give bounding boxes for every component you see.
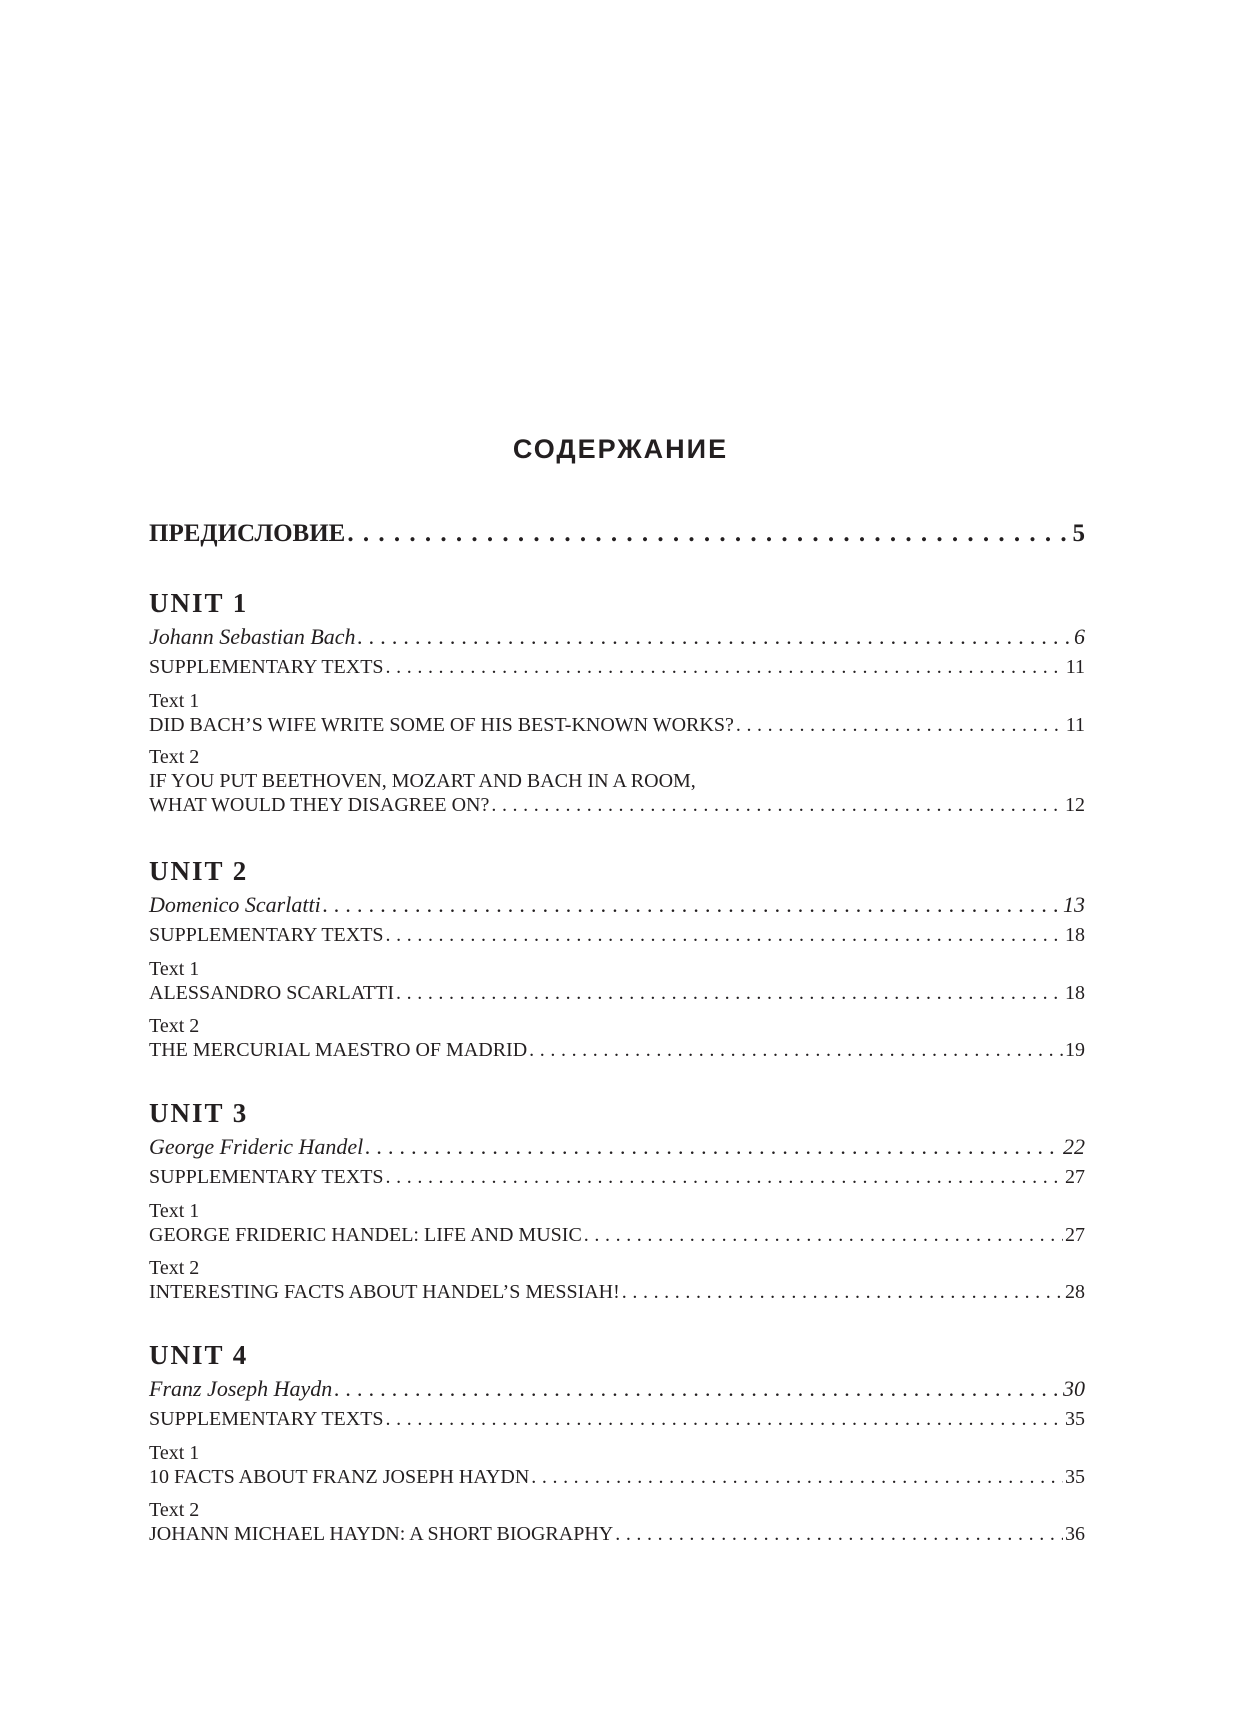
dot-leader — [396, 982, 1063, 1005]
dot-leader — [365, 1134, 1061, 1160]
toc-entry-label: ALESSANDRO SCARLATTI — [149, 982, 395, 1004]
toc-page-number: 36 — [1065, 1523, 1085, 1545]
text-label: Text 2 — [149, 1015, 200, 1037]
toc-page-number: 11 — [1065, 656, 1085, 678]
text-label: Text 2 — [149, 746, 200, 768]
toc-entry-label: WHAT WOULD THEY DISAGREE ON? — [149, 794, 490, 816]
toc-entry-unit-1-text-1[interactable] — [149, 714, 1085, 737]
dot-leader — [386, 1166, 1063, 1189]
toc-entry-unit-3-supplementary[interactable] — [149, 1166, 1085, 1189]
toc-entry-unit-1-supplementary[interactable] — [149, 656, 1085, 679]
toc-page-number: 6 — [1074, 624, 1085, 649]
toc-page-number: 11 — [1065, 714, 1085, 736]
text-label: Text 1 — [149, 958, 200, 980]
toc-page-number: 27 — [1065, 1166, 1085, 1188]
toc-page-number: 35 — [1065, 1408, 1085, 1430]
dot-leader — [334, 1376, 1061, 1402]
text-label: Text 2 — [149, 1499, 200, 1521]
toc-page-number: 27 — [1065, 1224, 1085, 1246]
dot-leader — [386, 924, 1063, 947]
toc-entry-preface[interactable] — [149, 520, 1085, 548]
toc-entry-label: GEORGE FRIDERIC HANDEL: LIFE AND MUSIC — [149, 1224, 582, 1246]
text-label: Text 2 — [149, 1257, 200, 1279]
toc-page-number: 30 — [1063, 1376, 1085, 1401]
toc-entry-unit-2-main[interactable] — [149, 892, 1085, 918]
dot-leader — [323, 892, 1061, 918]
toc-page-number: 28 — [1065, 1281, 1085, 1303]
toc-entry-label: JOHANN MICHAEL HAYDN: A SHORT BIOGRAPHY — [149, 1523, 614, 1545]
dot-leader — [491, 794, 1063, 817]
unit-1-heading: UNIT 1 — [149, 588, 249, 618]
dot-leader — [529, 1039, 1063, 1062]
toc-page-number: 13 — [1063, 892, 1085, 917]
toc-entry-unit-4-text-2[interactable] — [149, 1523, 1085, 1546]
unit-4-heading: UNIT 4 — [149, 1340, 249, 1370]
toc-entry-unit-4-main[interactable] — [149, 1376, 1085, 1402]
toc-entry-label: Domenico Scarlatti — [149, 892, 321, 917]
toc-entry-label: SUPPLEMENTARY TEXTS — [149, 1408, 384, 1430]
toc-page-number: 22 — [1063, 1134, 1085, 1159]
unit-2-heading: UNIT 2 — [149, 856, 249, 886]
text-label: Text 1 — [149, 690, 200, 712]
unit-3-heading: UNIT 3 — [149, 1098, 249, 1128]
dot-leader — [347, 520, 1070, 548]
dot-leader — [736, 714, 1064, 737]
toc-entry-unit-3-text-2[interactable] — [149, 1281, 1085, 1304]
toc-entry-unit-1-text-2[interactable] — [149, 794, 1085, 817]
toc-entry-label: 10 FACTS ABOUT FRANZ JOSEPH HAYDN — [149, 1466, 530, 1488]
toc-page-number: 5 — [1072, 520, 1085, 547]
dot-leader — [358, 624, 1072, 650]
dot-leader — [386, 656, 1064, 679]
toc-entry-label: INTERESTING FACTS ABOUT HANDEL’S MESSIAH! — [149, 1281, 620, 1303]
toc-page-number: 18 — [1065, 982, 1085, 1004]
toc-entry-label: ПРЕДИСЛОВИЕ — [149, 520, 346, 547]
toc-entry-unit-2-supplementary[interactable] — [149, 924, 1085, 947]
dot-leader — [584, 1224, 1063, 1247]
toc-entry-unit-4-text-1[interactable] — [149, 1466, 1085, 1489]
text-label: Text 1 — [149, 1200, 200, 1222]
toc-entry-unit-3-main[interactable] — [149, 1134, 1085, 1160]
dot-leader — [531, 1466, 1063, 1489]
toc-entry-label: Franz Joseph Haydn — [149, 1376, 333, 1401]
toc-entry-unit-1-main[interactable] — [149, 624, 1085, 650]
page-title: СОДЕРЖАНИЕ — [512, 434, 729, 464]
toc-entry-label: SUPPLEMENTARY TEXTS — [149, 924, 384, 946]
toc-entry-unit-3-text-1[interactable] — [149, 1224, 1085, 1247]
dot-leader — [386, 1408, 1063, 1431]
toc-entry-label: DID BACH’S WIFE WRITE SOME OF HIS BEST-KNOWN WORKS? — [149, 714, 734, 736]
toc-entry-label: SUPPLEMENTARY TEXTS — [149, 656, 384, 678]
toc-entry-label: Johann Sebastian Bach — [149, 624, 356, 649]
toc-page-number: 19 — [1065, 1039, 1085, 1061]
toc-entry-label: George Frideric Handel — [149, 1134, 364, 1159]
toc-entry-unit-2-text-2[interactable] — [149, 1039, 1085, 1062]
toc-page-number: 18 — [1065, 924, 1085, 946]
toc-page-number: 12 — [1065, 794, 1085, 816]
toc-page-number: 35 — [1065, 1466, 1085, 1488]
dot-leader — [615, 1523, 1063, 1546]
toc-entry-title-line: IF YOU PUT BEETHOVEN, MOZART AND BACH IN A ROOM, — [149, 770, 696, 792]
toc-entry-label: SUPPLEMENTARY TEXTS — [149, 1166, 384, 1188]
toc-entry-unit-2-text-1[interactable] — [149, 982, 1085, 1005]
toc-entry-label: THE MERCURIAL MAESTRO OF MADRID — [149, 1039, 528, 1061]
dot-leader — [622, 1281, 1063, 1304]
toc-entry-unit-4-supplementary[interactable] — [149, 1408, 1085, 1431]
text-label: Text 1 — [149, 1442, 200, 1464]
